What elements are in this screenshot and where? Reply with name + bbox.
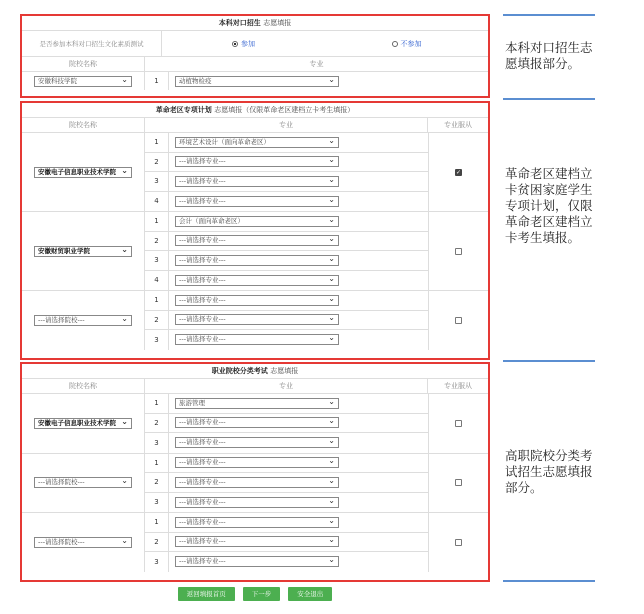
annotation-note-2: 革命老区建档立卡贫困家庭学生专项计划，仅限革命老区建档立卡考生填报。: [505, 166, 593, 245]
major-select[interactable]: ---请选择专业--- ⌄: [175, 314, 339, 325]
adjust-checkbox[interactable]: [455, 317, 462, 324]
row-number: 1: [145, 212, 169, 231]
school-select[interactable]: ---请选择院校--- ⌄: [34, 537, 132, 548]
major-select[interactable]: ---请选择专业--- ⌄: [175, 517, 339, 528]
row-number: 1: [145, 454, 169, 473]
table-row: [145, 330, 428, 350]
radio-empty-icon[interactable]: [392, 41, 398, 47]
adjust-checkbox[interactable]: [455, 420, 462, 427]
row-number: 2: [145, 533, 169, 552]
section-title-light: 志愿填报: [270, 367, 299, 375]
row-number: 2: [145, 311, 169, 330]
row-number: 3: [145, 251, 169, 270]
header-school: 院校名称: [22, 118, 145, 132]
row-number: 1: [145, 133, 169, 152]
row-number: 2: [145, 414, 169, 433]
choice-groups: [22, 394, 488, 572]
row-number: 1: [145, 394, 169, 413]
table-row: [145, 473, 428, 493]
major-select[interactable]: 动植物检疫 ⌄: [175, 76, 339, 87]
table-row: [22, 72, 488, 90]
row-number: 1: [145, 513, 169, 532]
section-title-bold: 职业院校分类考试: [211, 367, 268, 375]
row-number: 3: [145, 172, 169, 191]
table-row: [145, 311, 428, 331]
table-row: [145, 232, 428, 252]
major-select[interactable]: 会计（面向革命老区） ⌄: [175, 216, 339, 227]
row-number: 1: [145, 291, 169, 310]
adjust-checkbox[interactable]: [455, 248, 462, 255]
table-row: [145, 414, 428, 434]
major-select[interactable]: ---请选择专业--- ⌄: [175, 255, 339, 266]
table-row: [145, 251, 428, 271]
annotation-divider: [503, 580, 595, 582]
section-title-light: 志愿填报（仅限革命老区建档立卡考生填报）: [214, 106, 355, 114]
major-select[interactable]: ---请选择专业--- ⌄: [175, 536, 339, 547]
section-undergrad-vocational: [20, 14, 490, 98]
table-row: [145, 454, 428, 474]
annotation-note-3: 高职院校分类考试招生志愿填报部分。: [505, 448, 593, 495]
option-not-participate[interactable]: [325, 31, 488, 56]
major-select[interactable]: ---请选择专业--- ⌄: [175, 457, 339, 468]
annotation-divider: [503, 98, 595, 100]
logout-button[interactable]: 安全退出: [288, 587, 332, 601]
major-select[interactable]: ---请选择专业--- ⌄: [175, 497, 339, 508]
section-title-bold: 革命老区专项计划: [155, 106, 212, 114]
row-number: 4: [145, 271, 169, 291]
row-number: 2: [145, 473, 169, 492]
table-row: [145, 271, 428, 291]
back-home-button[interactable]: 返回填报首页: [178, 587, 235, 601]
school-select[interactable]: 安徽财贸职业学院 ⌄: [34, 246, 132, 257]
major-select[interactable]: ---请选择专业--- ⌄: [175, 235, 339, 246]
school-select[interactable]: 安徽电子信息职业技术学院 ⌄: [34, 167, 132, 178]
table-row: [145, 133, 428, 153]
table-row: [145, 172, 428, 192]
radio-selected-icon[interactable]: [232, 41, 238, 47]
header-school: 院校名称: [22, 57, 145, 71]
next-step-button[interactable]: 下一步: [243, 587, 281, 601]
choice-group: [22, 513, 488, 572]
major-select[interactable]: ---请选择专业--- ⌄: [175, 176, 339, 187]
action-bar: [0, 587, 510, 601]
header-major: 专业: [145, 118, 428, 132]
choice-group: [22, 454, 488, 514]
table-row: [145, 192, 428, 212]
section-title: [22, 16, 488, 31]
choice-groups: [22, 133, 488, 350]
table-header: [22, 379, 488, 394]
option-not-participate-label: 不参加: [400, 39, 422, 48]
table-header: [22, 57, 488, 72]
major-select[interactable]: ---请选择专业--- ⌄: [175, 295, 339, 306]
header-adjust: 专业服从: [444, 382, 472, 390]
header-school: 院校名称: [22, 379, 145, 393]
major-select[interactable]: ---请选择专业--- ⌄: [175, 437, 339, 448]
major-select[interactable]: ---请选择专业--- ⌄: [175, 196, 339, 207]
school-select[interactable]: 安徽科技学院 ⌄: [34, 76, 132, 87]
row-number: 3: [145, 330, 169, 350]
table-row: [145, 153, 428, 173]
table-row: [145, 212, 428, 232]
option-participate-label: 参加: [241, 39, 255, 48]
major-select[interactable]: ---请选择专业--- ⌄: [175, 156, 339, 167]
row-number: 1: [145, 72, 169, 90]
adjust-checkbox[interactable]: ✓: [456, 168, 462, 176]
school-select[interactable]: ---请选择院校--- ⌄: [34, 477, 132, 488]
table-row: [145, 533, 428, 553]
section-title-bold: 本科对口招生: [218, 19, 261, 27]
section-title: [22, 103, 488, 118]
section-title: [22, 364, 488, 379]
major-select[interactable]: ---请选择专业--- ⌄: [175, 556, 339, 567]
choice-group: [22, 291, 488, 350]
table-row: [145, 513, 428, 533]
table-row: [145, 291, 428, 311]
choice-group: [22, 394, 488, 454]
row-number: 2: [145, 153, 169, 172]
row-number: 2: [145, 232, 169, 251]
choice-group: [22, 212, 488, 291]
table-row: [145, 394, 428, 414]
option-participate[interactable]: [162, 31, 325, 56]
major-select[interactable]: ---请选择专业--- ⌄: [175, 334, 339, 345]
choice-group: [22, 133, 488, 212]
section-title-light: 志愿填报: [263, 19, 292, 27]
school-select[interactable]: 安徽电子信息职业技术学院 ⌄: [34, 418, 132, 429]
table-row: [145, 552, 428, 572]
header-major: 专业: [145, 379, 428, 393]
table-row: [145, 433, 428, 453]
major-select[interactable]: ---请选择专业--- ⌄: [175, 417, 339, 428]
header-adjust: 专业服从: [444, 121, 472, 129]
major-select[interactable]: ---请选择专业--- ⌄: [175, 477, 339, 488]
annotation-note-1: 本科对口招生志愿填报部分。: [505, 40, 593, 71]
row-number: 3: [145, 552, 169, 572]
school-select[interactable]: ---请选择院校--- ⌄: [34, 315, 132, 326]
annotation-divider: [503, 14, 595, 16]
adjust-checkbox[interactable]: [455, 539, 462, 546]
participation-question: 是否参加本科对口招生文化素质测试: [22, 31, 162, 56]
table-row: [145, 493, 428, 513]
major-select[interactable]: ---请选择专业--- ⌄: [175, 275, 339, 286]
table-header: [22, 118, 488, 133]
section-revolutionary-area: [20, 101, 490, 360]
participation-question-row: [22, 31, 488, 57]
adjust-checkbox[interactable]: [455, 479, 462, 486]
row-number: 3: [145, 493, 169, 513]
major-select[interactable]: 旅游管理 ⌄: [175, 398, 339, 409]
annotation-divider: [503, 360, 595, 362]
major-select[interactable]: 环境艺术设计（面向革命老区） ⌄: [175, 137, 339, 148]
row-number: 3: [145, 433, 169, 453]
header-major: 专业: [309, 60, 324, 68]
row-number: 4: [145, 192, 169, 212]
section-vocational-classification: [20, 362, 490, 582]
